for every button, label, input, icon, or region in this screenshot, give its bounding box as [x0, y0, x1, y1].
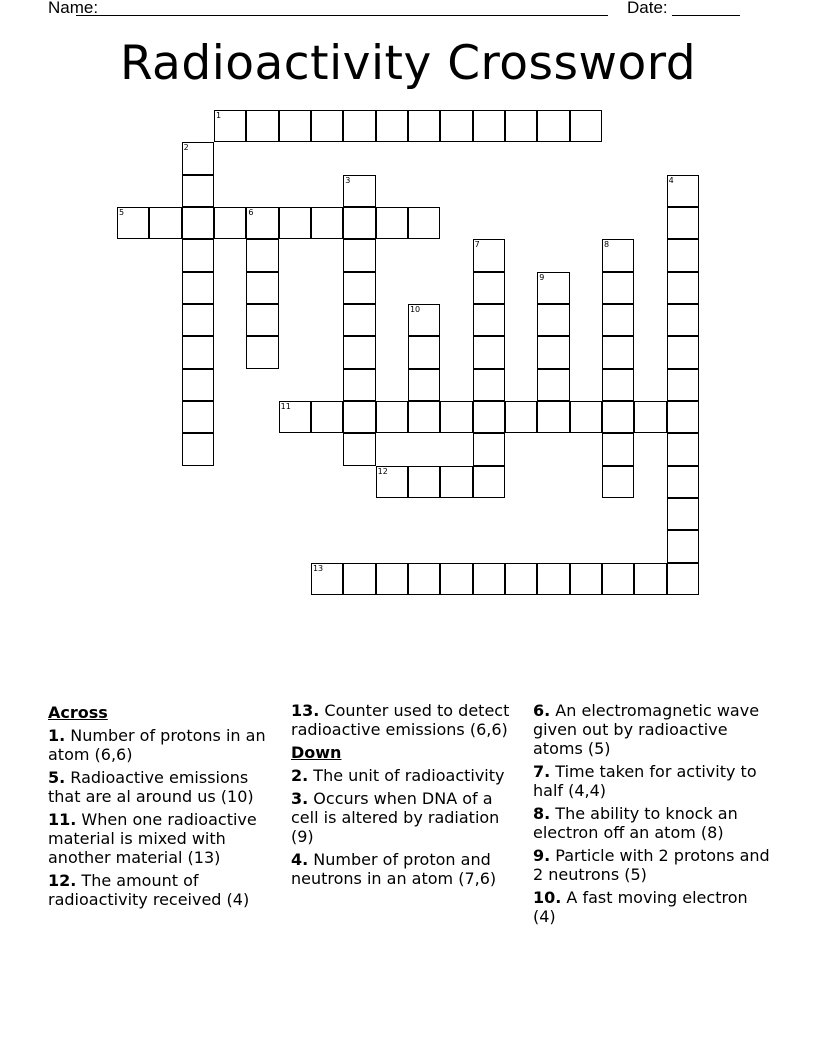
clue-down-6 — [533, 701, 773, 758]
cell-number: 3 — [345, 175, 351, 185]
crossword-cell[interactable] — [246, 336, 278, 368]
clue-text: An electromagnetic wave given out by radioactive atoms (5) — [533, 701, 760, 758]
cell-number: 6 — [248, 207, 254, 217]
clue-down-4 — [291, 850, 523, 888]
crossword-cell[interactable] — [473, 110, 505, 142]
crossword-cell[interactable] — [343, 110, 375, 142]
crossword-cell[interactable] — [376, 563, 408, 595]
crossword-cell[interactable] — [602, 369, 634, 401]
crossword-cell[interactable] — [505, 110, 537, 142]
crossword-cell[interactable] — [182, 239, 214, 271]
crossword-cell[interactable] — [602, 336, 634, 368]
crossword-cell[interactable] — [246, 207, 278, 239]
crossword-cell[interactable] — [182, 369, 214, 401]
crossword-cell[interactable] — [537, 304, 569, 336]
clues-column-1 — [48, 701, 280, 913]
crossword-cell[interactable] — [376, 466, 408, 498]
clue-number: 8. — [533, 804, 551, 823]
crossword-cell[interactable] — [440, 563, 472, 595]
crossword-cell[interactable] — [537, 369, 569, 401]
clue-number: 7. — [533, 762, 551, 781]
crossword-cell[interactable] — [667, 530, 699, 562]
crossword-cell[interactable] — [473, 433, 505, 465]
crossword-cell[interactable] — [279, 207, 311, 239]
clue-across-11 — [48, 810, 280, 867]
crossword-cell[interactable] — [667, 336, 699, 368]
crossword-cell[interactable] — [182, 142, 214, 174]
clue-down-8 — [533, 804, 773, 842]
crossword-cell[interactable] — [182, 336, 214, 368]
crossword-cell[interactable] — [667, 175, 699, 207]
crossword-cell[interactable] — [246, 239, 278, 271]
crossword-cell[interactable] — [537, 563, 569, 595]
crossword-cell[interactable] — [182, 175, 214, 207]
crossword-cell[interactable] — [408, 207, 440, 239]
crossword-cell[interactable] — [602, 433, 634, 465]
clue-across-1 — [48, 726, 280, 764]
crossword-cell[interactable] — [667, 207, 699, 239]
name-label: Name: — [48, 0, 99, 17]
name-field-line[interactable] — [76, 15, 608, 16]
clue-down-2 — [291, 766, 523, 785]
crossword-cell[interactable] — [602, 304, 634, 336]
crossword-cell[interactable] — [473, 466, 505, 498]
clue-number: 12. — [48, 871, 77, 890]
crossword-cell[interactable] — [667, 401, 699, 433]
crossword-cell[interactable] — [182, 433, 214, 465]
crossword-cell[interactable] — [343, 272, 375, 304]
crossword-cell[interactable] — [343, 563, 375, 595]
clue-text: The ability to knock an electron off an atom (8) — [533, 804, 738, 842]
clue-text: The unit of radioactivity — [308, 766, 505, 785]
crossword-cell[interactable] — [473, 239, 505, 271]
crossword-cell[interactable] — [602, 272, 634, 304]
crossword-cell[interactable] — [149, 207, 181, 239]
clue-text: Time taken for activity to half (4,4) — [533, 762, 757, 800]
date-field-line[interactable] — [672, 15, 740, 16]
crossword-cell[interactable] — [537, 110, 569, 142]
clues-column-2 — [291, 701, 523, 892]
crossword-cell[interactable] — [667, 498, 699, 530]
crossword-cell[interactable] — [376, 207, 408, 239]
crossword-cell[interactable] — [311, 110, 343, 142]
crossword-cell[interactable] — [440, 401, 472, 433]
crossword-cell[interactable] — [408, 110, 440, 142]
cell-number: 13 — [312, 563, 324, 573]
crossword-cell[interactable] — [343, 369, 375, 401]
crossword-cell[interactable] — [570, 401, 602, 433]
clue-down-9 — [533, 846, 773, 884]
clue-across-5 — [48, 768, 280, 806]
crossword-cell[interactable] — [246, 272, 278, 304]
clue-down-10 — [533, 888, 773, 926]
crossword-cell[interactable] — [214, 110, 246, 142]
across-heading: Across — [48, 703, 108, 722]
clue-number: 3. — [291, 789, 309, 808]
crossword-cell[interactable] — [602, 401, 634, 433]
crossword-cell[interactable] — [311, 563, 343, 595]
crossword-cell[interactable] — [473, 272, 505, 304]
cell-number: 4 — [668, 175, 674, 185]
cell-number: 5 — [119, 207, 125, 217]
crossword-cell[interactable] — [634, 401, 666, 433]
crossword-cell[interactable] — [246, 110, 278, 142]
cell-number: 10 — [409, 304, 421, 314]
crossword-cell[interactable] — [505, 401, 537, 433]
clue-text: Number of protons in an atom (6,6) — [48, 726, 266, 764]
clues-column-3 — [533, 701, 773, 930]
clue-across-12 — [48, 871, 280, 909]
crossword-cell[interactable] — [182, 207, 214, 239]
page-title: Radioactivity Crossword — [119, 36, 697, 91]
crossword-cell[interactable] — [343, 401, 375, 433]
clue-number: 6. — [533, 701, 551, 720]
cell-number: 11 — [280, 401, 291, 411]
clue-number: 11. — [48, 810, 77, 829]
crossword-cell[interactable] — [182, 304, 214, 336]
crossword-cell[interactable] — [440, 110, 472, 142]
crossword-cell[interactable] — [376, 401, 408, 433]
crossword-cell[interactable] — [182, 401, 214, 433]
crossword-cell[interactable] — [343, 304, 375, 336]
clue-down-7 — [533, 762, 773, 800]
crossword-cell[interactable] — [279, 110, 311, 142]
clue-down-3 — [291, 789, 523, 846]
crossword-cell[interactable] — [343, 239, 375, 271]
crossword-cell[interactable] — [537, 272, 569, 304]
clue-number: 13. — [291, 701, 320, 720]
crossword-cell[interactable] — [667, 466, 699, 498]
cell-number: 9 — [539, 272, 545, 282]
down-heading: Down — [291, 743, 342, 762]
crossword-grid — [117, 110, 717, 610]
crossword-cell[interactable] — [408, 563, 440, 595]
crossword-cell[interactable] — [473, 304, 505, 336]
crossword-cell[interactable] — [537, 401, 569, 433]
crossword-cell[interactable] — [408, 466, 440, 498]
crossword-cell[interactable] — [667, 239, 699, 271]
clue-text: A fast moving electron (4) — [533, 888, 748, 926]
crossword-cell[interactable] — [570, 110, 602, 142]
clue-number: 4. — [291, 850, 309, 869]
crossword-cell[interactable] — [667, 563, 699, 595]
crossword-cell[interactable] — [182, 272, 214, 304]
clue-number: 5. — [48, 768, 66, 787]
crossword-cell[interactable] — [311, 207, 343, 239]
crossword-cell[interactable] — [408, 304, 440, 336]
crossword-cell[interactable] — [311, 401, 343, 433]
clue-text: The amount of radioactivity received (4) — [48, 871, 250, 909]
crossword-cell[interactable] — [473, 336, 505, 368]
crossword-cell[interactable] — [343, 175, 375, 207]
cell-number: 7 — [474, 240, 480, 250]
crossword-cell[interactable] — [570, 563, 602, 595]
crossword-cell[interactable] — [214, 207, 246, 239]
crossword-cell[interactable] — [667, 433, 699, 465]
crossword-cell[interactable] — [473, 563, 505, 595]
clue-number: 1. — [48, 726, 66, 745]
crossword-cell[interactable] — [473, 401, 505, 433]
crossword-cell[interactable] — [408, 336, 440, 368]
date-label: Date: — [627, 0, 668, 17]
crossword-cell[interactable] — [505, 563, 537, 595]
clue-number: 2. — [291, 766, 309, 785]
crossword-cell[interactable] — [343, 336, 375, 368]
crossword-cell[interactable] — [667, 369, 699, 401]
cell-number: 8 — [603, 240, 610, 250]
crossword-cell[interactable] — [408, 369, 440, 401]
crossword-cell[interactable] — [537, 336, 569, 368]
clue-text: Number of proton and neutrons in an atom (7,6) — [291, 850, 497, 888]
crossword-cell[interactable] — [667, 304, 699, 336]
clue-text: Radioactive emissions that are al around us (10) — [48, 768, 254, 806]
crossword-cell[interactable] — [408, 401, 440, 433]
crossword-cell[interactable] — [440, 466, 472, 498]
crossword-cell[interactable] — [602, 563, 634, 595]
clue-number: 10. — [533, 888, 562, 907]
clue-text: Counter used to detect radioactive emissions (6,6) — [291, 701, 510, 739]
cell-number: 1 — [215, 111, 222, 120]
crossword-cell[interactable] — [343, 207, 375, 239]
crossword-cell[interactable] — [376, 110, 408, 142]
clue-across-13 — [291, 701, 523, 739]
crossword-cell[interactable] — [602, 466, 634, 498]
cell-number: 2 — [183, 143, 189, 153]
crossword-cell[interactable] — [246, 304, 278, 336]
crossword-cell[interactable] — [667, 272, 699, 304]
crossword-cell[interactable] — [343, 433, 375, 465]
cell-number: 12 — [377, 466, 388, 476]
clue-text: Occurs when DNA of a cell is altered by radiation (9) — [291, 789, 500, 846]
crossword-cell[interactable] — [634, 563, 666, 595]
crossword-cell[interactable] — [473, 369, 505, 401]
clue-number: 9. — [533, 846, 551, 865]
crossword-cell[interactable] — [117, 207, 149, 239]
clue-text: Particle with 2 protons and 2 neutrons (5) — [533, 846, 770, 884]
crossword-cell[interactable] — [279, 401, 311, 433]
clue-text: When one radioactive material is mixed with another material (13) — [48, 810, 257, 867]
crossword-cell[interactable] — [602, 239, 634, 271]
